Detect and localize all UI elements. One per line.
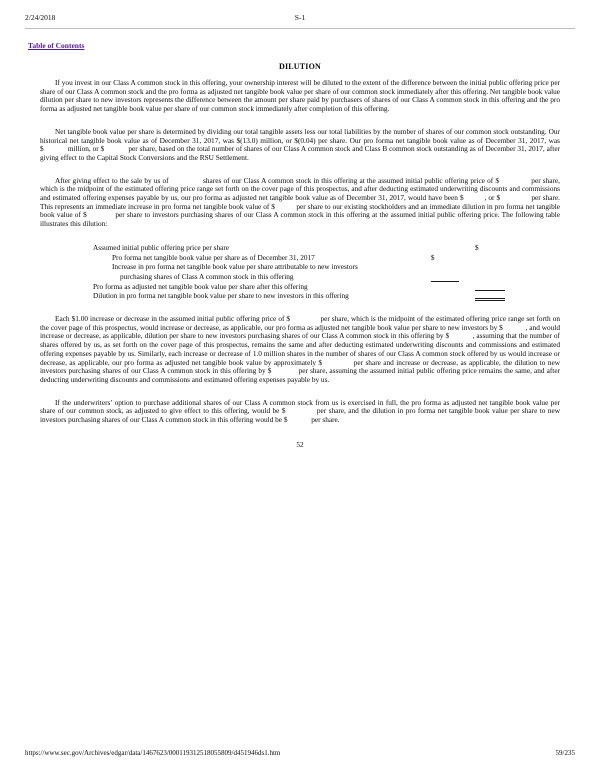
row-right-cell: $ (475, 242, 479, 252)
row-label (93, 262, 431, 281)
row-right-cell-double-underline (475, 291, 505, 301)
print-doc-label: S-1 (294, 13, 306, 22)
dilution-table (93, 243, 505, 301)
section-title: DILUTION (278, 62, 322, 71)
row-label: Pro forma as adjusted net tangible book value per share after this offering (93, 281, 308, 291)
row-middle-cell (428, 291, 458, 301)
row-label: Assumed initial public offering price per share (93, 242, 230, 252)
document-body (40, 79, 560, 449)
row-middle-cell: $ (430, 252, 435, 262)
table-row-pro-forma-adjusted (93, 282, 505, 292)
paragraph-after-giving-effect: After giving effect to the sale by us of shares of our Class A common stock in this offering at the assumed initial public offering price of $ per share, which is the midpoint of the estimated offering price range set forth on the cover page of this prospectus, and after deducting estimated underwriting discounts and commissions and estimated offering expenses payable by us, our pro forma as adjusted net tangible book value as of December 31, 2017, would have been $ , or $ per share. This represents an immediate increase in pro forma net tangible book value of $ per share to our existing stockholders and an immediate dilution in pro forma net tangible book value of $ per share to investors purchasing shares of our Class A common stock in this offering at the assumed initial public offering price. The following table illustrates this dilution: (40, 175, 560, 229)
table-row-dilution-to-new-investors (93, 291, 505, 301)
row-middle-cell-underline (431, 262, 460, 281)
row-right-cell-underline (475, 282, 505, 292)
row-right-cell (476, 262, 505, 281)
row-label-line1: Increase in pro forma net tangible book value per share attributable to new investors (112, 262, 358, 272)
row-right-cell (476, 253, 505, 263)
table-row-pro-forma-ntbv (93, 253, 505, 263)
row-label: Pro forma net tangible book value per share as of December 31, 2017 (112, 252, 315, 262)
row-label: Dilution in pro forma net tangible book value per share to new investors in this offering (93, 291, 349, 301)
table-of-contents-link[interactable]: Table of Contents (28, 41, 85, 50)
row-middle-cell (428, 243, 458, 253)
print-footer-url: https://www.sec.gov/Archives/edgar/data/1467623/000119312518055809/d451946ds1.htm (25, 749, 281, 757)
print-date: 2/24/2018 (25, 13, 56, 22)
table-row-increase-attributable (93, 262, 505, 281)
document-page-number: 52 (296, 439, 304, 449)
row-label-line2: purchasing shares of Class A common stock in this offering (120, 271, 294, 281)
header-divider (25, 28, 575, 29)
paragraph-sensitivity: Each $1.00 increase or decrease in the assumed initial public offering price of $ per share, which is the midpoint of the estimated offering price range set forth on the cover page of this prospectus, would increase or decrease, as applicable, our pro forma as adjusted net tangible book value per share to new investors by $ , and would increase or decrease, as applicable, dilution per share to new investors purchasing shares of our Class A common stock in this offering by $ , assuming that the number of shares offered by us, as set forth on the cover page of this prospectus, remains the same and after deducting estimated underwriting discounts and commissions and estimated offering expenses payable by us. Similarly, each increase or decrease of 1.0 million shares in the number of shares of our Class A common stock offered by us would increase or decrease, as applicable, our pro forma as adjusted net tangible book value by approximately $ per share and increase or decrease, as applicable, the dilution to new investors purchasing shares of our Class A common stock in this offering by $ per share, assuming the assumed initial public offering price remains the same, and after deducting underwriting discounts and commissions and estimated offering expenses payable by us. (40, 314, 560, 384)
paragraph-underwriters-option: If the underwriters’ option to purchase additional shares of our Class A common stock from us is exercised in full, the pro forma as adjusted net tangible book value per share of our common stock, as adjusted to give effect to this offering, would be $ per share, and the dilution in pro forma net tangible book value per share to new investors purchasing shares of our Class A common stock in this offering would be $ per share. (40, 397, 560, 425)
paragraph-net-tangible-book-value: Net tangible book value per share is determined by dividing our total tangible assets less our total liabilities by the number of shares of our common stock outstanding. Our historical net tangible book value as of December 31, 2017, was $(13.0) million, or $(0.04) per share. Our pro forma net tangible book value as of December 31, 2017, was $ million, or $ per share, based on the total number of shares of our Class A common stock and Class B common stock outstanding as of December 31, 2017, after giving effect to the Capital Stock Conversions and the RSU Settlement. (40, 126, 560, 162)
print-footer-page-indicator: 59/235 (555, 749, 575, 757)
table-row-assumed-ipo-price (93, 243, 505, 253)
row-middle-cell (428, 282, 458, 292)
paragraph-intro: If you invest in our Class A common stock in this offering, your ownership interest will be diluted to the extent of the difference between the initial public offering price per share of our Class A common stock and the pro forma as adjusted net tangible book value per share of our common stock immediately after this offering. Net tangible book value dilution per share to new investors represents the difference between the amount per share paid by purchasers of shares of our Class A common stock in this offering and the pro forma as adjusted net tangible book value per share of our common stock immediately after completion of this offering. (40, 78, 560, 114)
